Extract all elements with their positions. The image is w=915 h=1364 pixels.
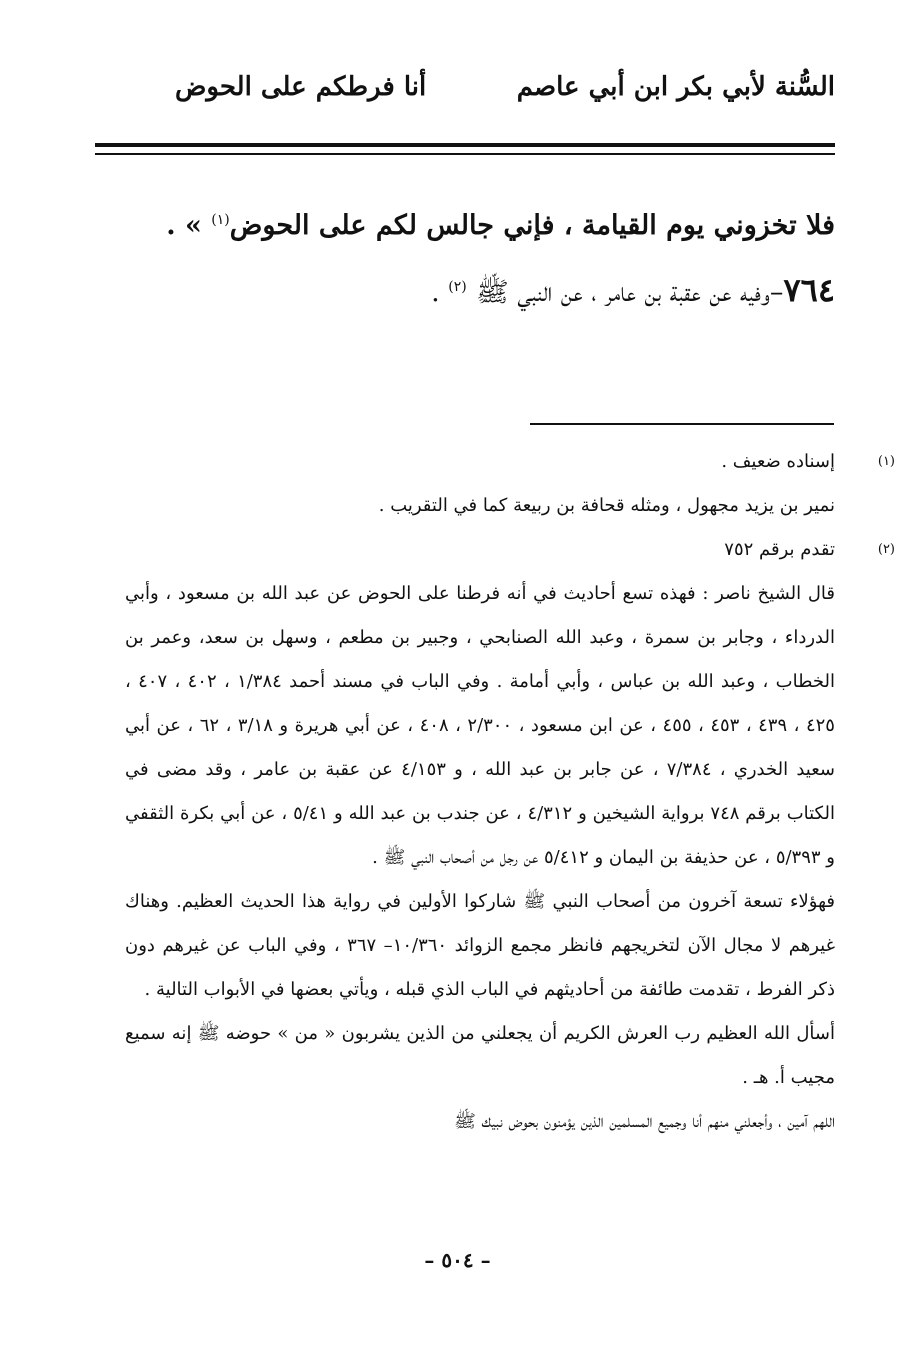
main-text-line-2 xyxy=(75,270,835,312)
footnote-2-paragraph-3: أسأل الله العظيم رب العرش الكريم أن يجعلني من الذين يشربون « من » حوضه ﷺ إنه سميع مجيب أ. هـ . xyxy=(125,1023,835,1088)
running-head xyxy=(95,72,835,112)
book-title: السُّنة لأبي بكر ابن أبي عاصم xyxy=(516,72,835,102)
footnote-separator xyxy=(530,423,834,425)
header-rule-thick xyxy=(95,143,835,147)
chapter-title: أنا فرطكم على الحوض xyxy=(175,72,427,102)
header-rule-thin xyxy=(95,153,835,155)
main-text: فلا تخزوني يوم القيامة ، فإني جالس لكم على الحوض xyxy=(229,210,835,241)
footnote-2-line-1: تقدم برقم ٧٥٢ xyxy=(724,539,835,560)
footnote-marker-1: (١) xyxy=(877,454,895,469)
footnote-1-line-2: نمير بن يزيد مجهول ، ومثله قحافة بن ربيعة كما في التقريب . xyxy=(378,495,835,516)
footnote-1-line-1: إسناده ضعيف . xyxy=(721,451,835,472)
hadith-text: –وفيه عن عقبة بن عامر ، عن النبي ﷺ xyxy=(476,277,784,308)
main-text-line-1 xyxy=(75,208,835,243)
page-number: – ٥٠٤ – xyxy=(424,1248,491,1272)
footnote-ref-1: (١) xyxy=(211,212,230,228)
footnote-ref-2: (٢) xyxy=(448,279,467,295)
footnote-marker-2: (٢) xyxy=(877,542,895,557)
footnote-2 xyxy=(125,528,895,1144)
footnotes xyxy=(125,440,895,1144)
footnote-1 xyxy=(125,440,895,528)
main-text-end: » . xyxy=(166,210,212,241)
footnote-2-paragraph-1: قال الشيخ ناصر : فهذه تسع أحاديث في أنه فرطنا على الحوض عن عبد الله بن مسعود ، وأبي الدرداء ، وجابر بن سمرة ، وعبد الله الصنابحي ، وجبير بن مطعم ، وسهل بن سعد، وعمر بن الخطاب ، وعبد الله بن عباس ، وأبي أمامة . وفي الباب في مسند أحمد ١/٣٨٤ ، ٤٠٢ ، ٤٠٧ ، ٤٢٥ ، ٤٣٩ ، ٤٥٣ ، ٤٥٥ ، عن ابن مسعود ، ٢/٣٠٠ ، ٤٠٨ ، عن أبي هريرة و ٣/١٨ ، ٦٢ ، عن أبي سعيد الخدري ، ٧/٣٨٤ ، عن جابر بن عبد الله ، و ٤/١٥٣ عن عقبة بن عامر ، وقد مضى في الكتاب برقم ٧٤٨ برواية الشيخين و ٤/٣١٢ ، عن جندب بن عبد الله و ٥/٤١ ، عن أبي بكرة الثقفي و ٥/٣٩٣ ، عن حذيفة بن اليمان و ٥/٤١٢ عن رجل من أصحاب النبي ﷺ . xyxy=(125,583,835,868)
hadith-number: ٧٦٤ xyxy=(783,271,835,309)
hadith-text-end: . xyxy=(431,277,449,308)
footnote-2-paragraph-2: فهؤلاء تسعة آخرون من أصحاب النبي ﷺ شاركوا الأولين في رواية هذا الحديث العظيم. وهناك غيرهم لا مجال الآن لتخريجهم فانظر مجمع الزوائد ١٠/٣٦٠– ٣٦٧ ، وفي الباب عن غيرهم دون ذكر الفرط ، تقدمت طائفة من أحاديثهم في الباب الذي قبله ، ويأتي بعضها في الأبواب التالية . xyxy=(125,891,835,1000)
footnote-2-paragraph-4: اللهم آمين ، وأجعلني منهم أنا وجميع المسلمين الذين يؤمنون بحوض نبيك ﷺ xyxy=(454,1111,835,1132)
